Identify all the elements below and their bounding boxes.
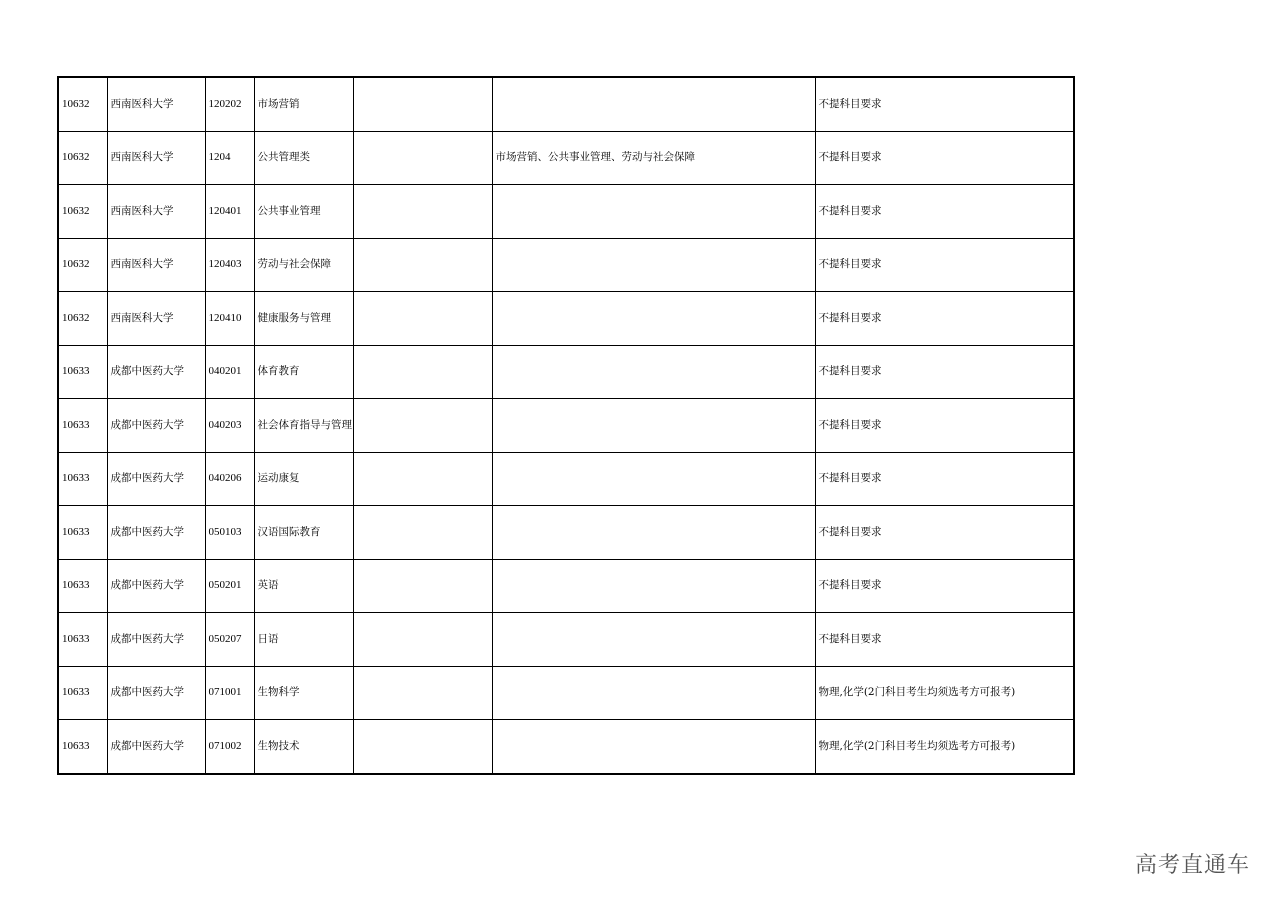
school-code-cell: 10632 (58, 77, 107, 131)
major-code-cell: 040206 (205, 452, 254, 506)
school-code-cell: 10633 (58, 666, 107, 720)
major-code-cell: 120202 (205, 77, 254, 131)
watermark-text: 高考直通车 (1134, 853, 1250, 878)
table-row (58, 613, 1074, 667)
extra-cell (353, 666, 492, 720)
extra-cell (353, 399, 492, 453)
school-name-cell: 成都中医药大学 (107, 720, 205, 774)
extra-cell (353, 131, 492, 185)
subject-requirement-cell: 不提科目要求 (815, 452, 1074, 506)
major-name-cell: 体育教育 (254, 345, 353, 399)
table-row (58, 131, 1074, 185)
subject-requirement-cell: 不提科目要求 (815, 77, 1074, 131)
school-name-cell: 西南医科大学 (107, 292, 205, 346)
major-code-cell: 071001 (205, 666, 254, 720)
extra-cell (353, 613, 492, 667)
major-name-cell: 日语 (254, 613, 353, 667)
major-name-cell: 公共事业管理 (254, 185, 353, 239)
included-majors-cell (492, 77, 815, 131)
extra-cell (353, 77, 492, 131)
school-code-cell: 10632 (58, 238, 107, 292)
included-majors-cell (492, 666, 815, 720)
extra-cell (353, 559, 492, 613)
extra-cell (353, 345, 492, 399)
extra-cell (353, 238, 492, 292)
table-row (58, 506, 1074, 560)
major-name-cell: 生物科学 (254, 666, 353, 720)
table-row (58, 559, 1074, 613)
subject-requirement-cell: 不提科目要求 (815, 399, 1074, 453)
major-code-cell: 1204 (205, 131, 254, 185)
major-code-cell: 120403 (205, 238, 254, 292)
major-code-cell: 050201 (205, 559, 254, 613)
extra-cell (353, 185, 492, 239)
subject-requirement-cell: 不提科目要求 (815, 238, 1074, 292)
school-code-cell: 10633 (58, 452, 107, 506)
major-code-cell: 040201 (205, 345, 254, 399)
included-majors-cell (492, 185, 815, 239)
major-code-cell: 120410 (205, 292, 254, 346)
table-row (58, 185, 1074, 239)
subject-requirement-cell: 物理,化学(2门科目考生均须选考方可报考) (815, 666, 1074, 720)
major-name-cell: 运动康复 (254, 452, 353, 506)
major-name-cell: 英语 (254, 559, 353, 613)
school-name-cell: 成都中医药大学 (107, 666, 205, 720)
school-code-cell: 10633 (58, 506, 107, 560)
school-name-cell: 西南医科大学 (107, 77, 205, 131)
school-name-cell: 西南医科大学 (107, 131, 205, 185)
school-name-cell: 西南医科大学 (107, 238, 205, 292)
major-name-cell: 生物技术 (254, 720, 353, 774)
school-name-cell: 西南医科大学 (107, 185, 205, 239)
school-code-cell: 10633 (58, 720, 107, 774)
included-majors-cell: 市场营销、公共事业管理、劳动与社会保障 (492, 131, 815, 185)
subject-requirement-cell: 不提科目要求 (815, 292, 1074, 346)
table-row (58, 77, 1074, 131)
major-name-cell: 健康服务与管理 (254, 292, 353, 346)
table-row (58, 452, 1074, 506)
school-code-cell: 10633 (58, 399, 107, 453)
major-code-cell: 050103 (205, 506, 254, 560)
extra-cell (353, 452, 492, 506)
table-row (58, 345, 1074, 399)
table-row (58, 399, 1074, 453)
extra-cell (353, 292, 492, 346)
included-majors-cell (492, 292, 815, 346)
subject-requirement-cell: 不提科目要求 (815, 613, 1074, 667)
school-name-cell: 成都中医药大学 (107, 399, 205, 453)
major-code-cell: 071002 (205, 720, 254, 774)
included-majors-cell (492, 613, 815, 667)
included-majors-cell (492, 345, 815, 399)
school-code-cell: 10633 (58, 613, 107, 667)
school-code-cell: 10632 (58, 292, 107, 346)
school-code-cell: 10632 (58, 131, 107, 185)
school-name-cell: 成都中医药大学 (107, 613, 205, 667)
school-name-cell: 成都中医药大学 (107, 452, 205, 506)
extra-cell (353, 506, 492, 560)
included-majors-cell (492, 452, 815, 506)
included-majors-cell (492, 506, 815, 560)
major-code-cell: 120401 (205, 185, 254, 239)
included-majors-cell (492, 399, 815, 453)
subject-requirement-cell: 不提科目要求 (815, 131, 1074, 185)
school-name-cell: 成都中医药大学 (107, 345, 205, 399)
school-code-cell: 10633 (58, 559, 107, 613)
major-name-cell: 劳动与社会保障 (254, 238, 353, 292)
included-majors-cell (492, 238, 815, 292)
table-row (58, 720, 1074, 774)
included-majors-cell (492, 720, 815, 774)
school-name-cell: 成都中医药大学 (107, 559, 205, 613)
subject-requirement-cell: 不提科目要求 (815, 559, 1074, 613)
subject-requirement-cell: 不提科目要求 (815, 185, 1074, 239)
subject-requirement-cell: 不提科目要求 (815, 345, 1074, 399)
major-requirements-table (57, 76, 1075, 775)
subject-requirement-cell: 不提科目要求 (815, 506, 1074, 560)
school-code-cell: 10633 (58, 345, 107, 399)
table-row (58, 666, 1074, 720)
subject-requirement-cell: 物理,化学(2门科目考生均须选考方可报考) (815, 720, 1074, 774)
school-code-cell: 10632 (58, 185, 107, 239)
included-majors-cell (492, 559, 815, 613)
major-name-cell: 汉语国际教育 (254, 506, 353, 560)
table-row (58, 292, 1074, 346)
major-name-cell: 公共管理类 (254, 131, 353, 185)
table-row (58, 238, 1074, 292)
major-code-cell: 050207 (205, 613, 254, 667)
major-code-cell: 040203 (205, 399, 254, 453)
extra-cell (353, 720, 492, 774)
school-name-cell: 成都中医药大学 (107, 506, 205, 560)
major-name-cell: 市场营销 (254, 77, 353, 131)
major-name-cell: 社会体育指导与管理 (254, 399, 353, 453)
